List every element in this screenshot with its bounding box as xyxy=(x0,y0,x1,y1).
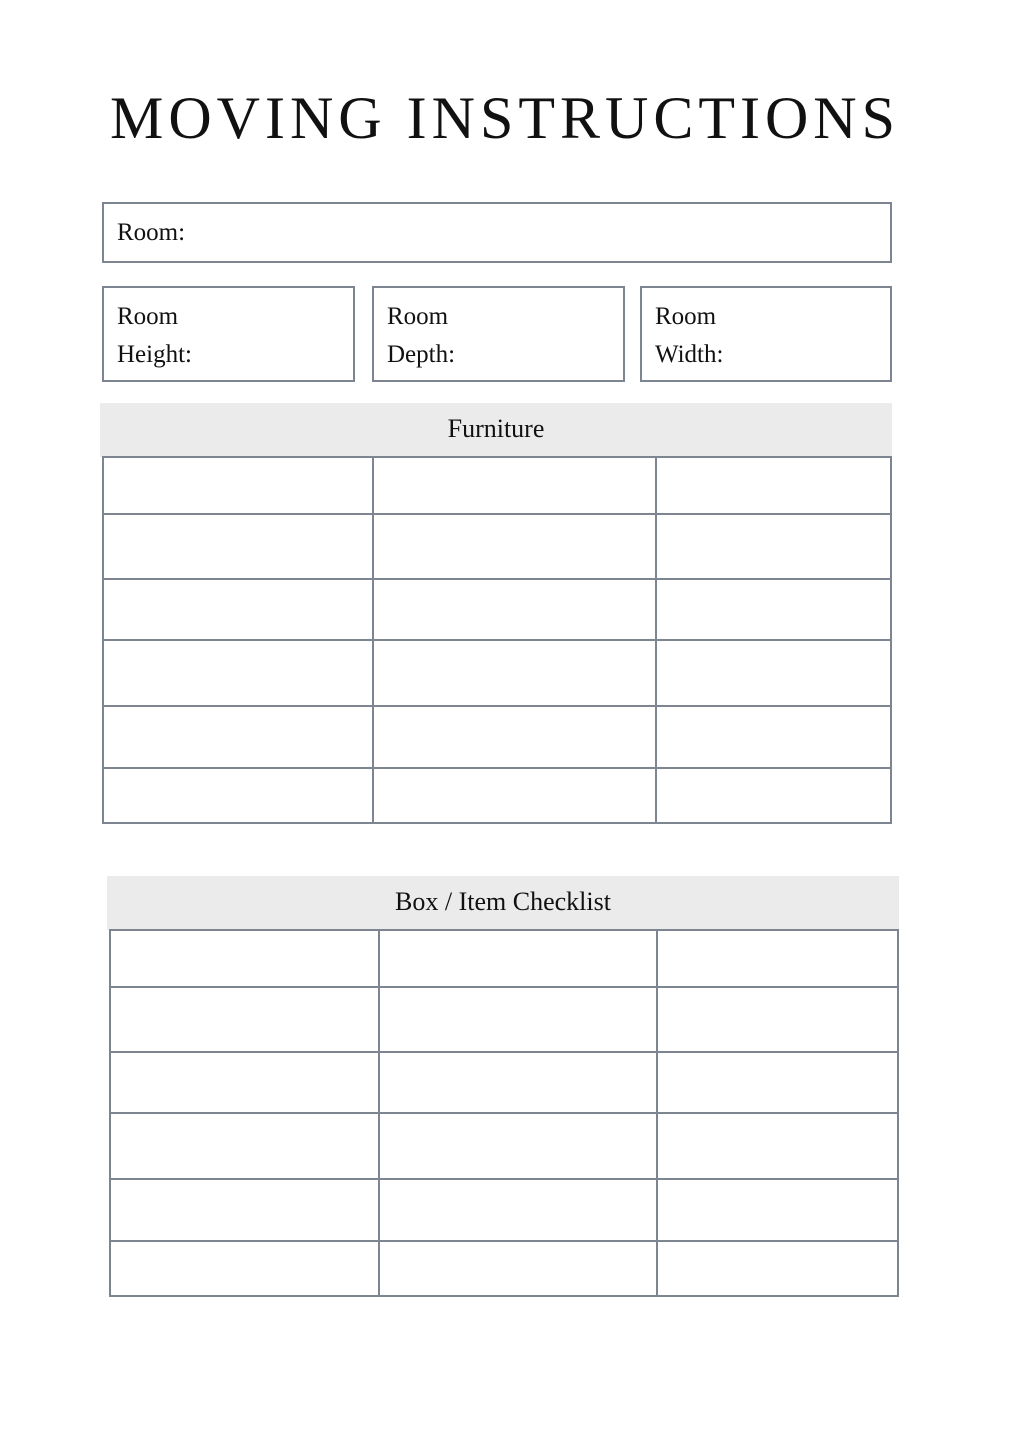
table-cell[interactable] xyxy=(379,1241,657,1296)
table-row xyxy=(103,514,891,579)
furniture-header: Furniture xyxy=(100,403,892,457)
table-cell[interactable] xyxy=(103,457,373,514)
table-cell[interactable] xyxy=(379,1052,657,1113)
table-cell[interactable] xyxy=(373,579,656,640)
table-row xyxy=(110,1241,898,1296)
room-height-label-line1: Room xyxy=(117,303,179,330)
checklist-header: Box / Item Checklist xyxy=(107,876,899,930)
table-cell[interactable] xyxy=(110,1241,379,1296)
table-cell[interactable] xyxy=(373,706,656,768)
table-cell[interactable] xyxy=(110,1179,379,1241)
room-label: Room: xyxy=(117,219,186,246)
table-cell[interactable] xyxy=(103,706,373,768)
table-row xyxy=(110,1179,898,1241)
table-row xyxy=(110,1052,898,1113)
table-row xyxy=(103,706,891,768)
table-row xyxy=(110,1113,898,1179)
checklist-table xyxy=(109,929,899,1297)
table-row xyxy=(110,930,898,987)
table-cell[interactable] xyxy=(103,514,373,579)
table-cell[interactable] xyxy=(379,1113,657,1179)
table-cell[interactable] xyxy=(656,579,891,640)
table-cell[interactable] xyxy=(656,640,891,706)
table-row xyxy=(103,768,891,823)
room-depth-label-line2: Depth: xyxy=(387,341,456,368)
table-cell[interactable] xyxy=(379,987,657,1052)
table-cell[interactable] xyxy=(656,768,891,823)
room-height-field[interactable] xyxy=(102,286,355,382)
room-height-label-line2: Height: xyxy=(117,341,192,368)
table-cell[interactable] xyxy=(657,1179,898,1241)
room-depth-label-line1: Room xyxy=(387,303,449,330)
room-width-label-line1: Room xyxy=(655,303,717,330)
table-cell[interactable] xyxy=(657,1052,898,1113)
table-cell[interactable] xyxy=(103,768,373,823)
table-cell[interactable] xyxy=(110,1052,379,1113)
table-cell[interactable] xyxy=(373,457,656,514)
table-cell[interactable] xyxy=(110,1113,379,1179)
table-row xyxy=(110,987,898,1052)
table-cell[interactable] xyxy=(656,514,891,579)
table-row xyxy=(103,579,891,640)
table-cell[interactable] xyxy=(373,514,656,579)
table-cell[interactable] xyxy=(656,457,891,514)
table-cell[interactable] xyxy=(373,768,656,823)
table-cell[interactable] xyxy=(110,930,379,987)
room-depth-field[interactable] xyxy=(372,286,625,382)
table-cell[interactable] xyxy=(379,930,657,987)
table-cell[interactable] xyxy=(103,640,373,706)
table-cell[interactable] xyxy=(657,1113,898,1179)
page-title: MOVING INSTRUCTIONS xyxy=(109,85,900,151)
table-cell[interactable] xyxy=(657,930,898,987)
table-cell[interactable] xyxy=(379,1179,657,1241)
table-cell[interactable] xyxy=(656,706,891,768)
room-width-field[interactable] xyxy=(640,286,892,382)
table-cell[interactable] xyxy=(657,1241,898,1296)
table-cell[interactable] xyxy=(110,987,379,1052)
room-width-label-line2: Width: xyxy=(655,341,724,368)
table-cell[interactable] xyxy=(373,640,656,706)
room-field[interactable] xyxy=(102,202,892,263)
furniture-table xyxy=(102,456,892,824)
table-cell[interactable] xyxy=(103,579,373,640)
table-row xyxy=(103,457,891,514)
table-row xyxy=(103,640,891,706)
table-cell[interactable] xyxy=(657,987,898,1052)
